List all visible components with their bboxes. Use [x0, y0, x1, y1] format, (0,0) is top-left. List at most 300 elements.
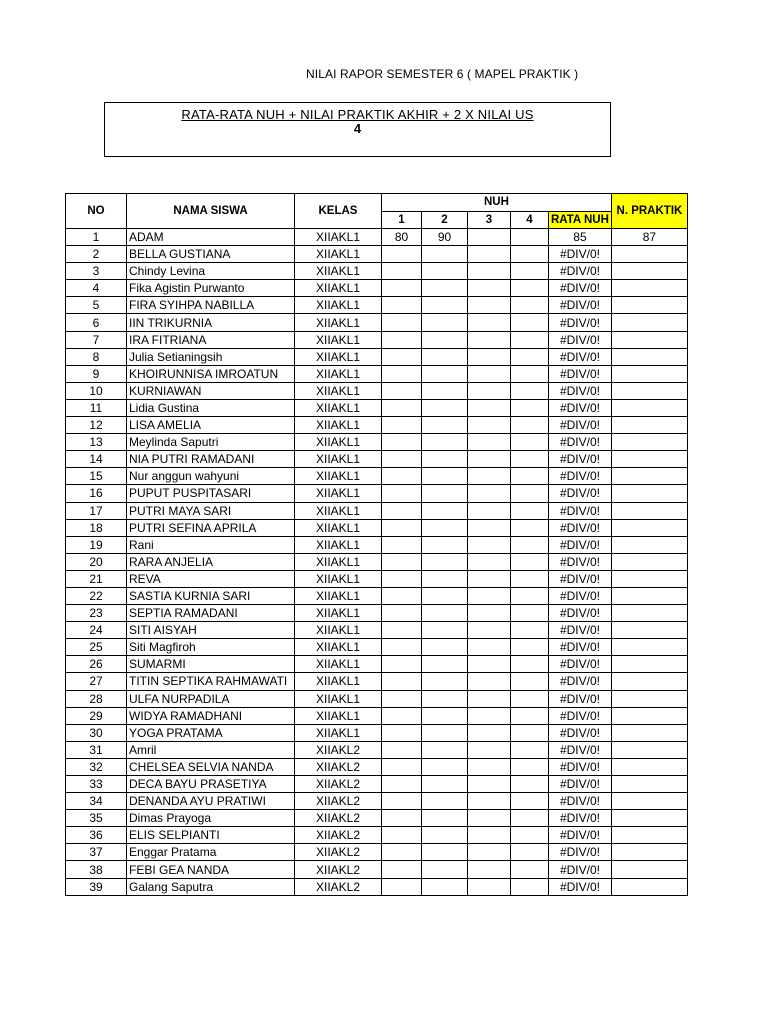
cell-no[interactable]: 23 — [66, 605, 127, 622]
cell-nama-siswa[interactable]: Galang Saputra — [127, 878, 295, 895]
cell-nuh-1[interactable] — [382, 570, 422, 587]
cell-nama-siswa[interactable]: Nur anggun wahyuni — [127, 468, 295, 485]
cell-no[interactable]: 28 — [66, 690, 127, 707]
cell-rata-nuh[interactable]: #DIV/0! — [549, 502, 612, 519]
cell-nuh-1[interactable] — [382, 280, 422, 297]
cell-nuh-2[interactable] — [422, 587, 468, 604]
cell-no[interactable]: 29 — [66, 707, 127, 724]
cell-nuh-4[interactable] — [511, 519, 549, 536]
cell-kelas[interactable]: XIIAKL2 — [295, 741, 382, 758]
cell-nama-siswa[interactable]: LISA AMELIA — [127, 417, 295, 434]
cell-no[interactable]: 22 — [66, 587, 127, 604]
cell-kelas[interactable]: XIIAKL2 — [295, 844, 382, 861]
cell-nuh-1[interactable]: 80 — [382, 229, 422, 246]
cell-nama-siswa[interactable]: SASTIA KURNIA SARI — [127, 587, 295, 604]
cell-nuh-2[interactable] — [422, 673, 468, 690]
cell-n-praktik[interactable] — [611, 365, 687, 382]
cell-rata-nuh[interactable]: #DIV/0! — [549, 331, 612, 348]
cell-n-praktik[interactable] — [611, 656, 687, 673]
cell-nuh-3[interactable] — [468, 365, 511, 382]
cell-no[interactable]: 13 — [66, 434, 127, 451]
cell-nama-siswa[interactable]: KURNIAWAN — [127, 382, 295, 399]
cell-rata-nuh[interactable]: #DIV/0! — [549, 878, 612, 895]
cell-nama-siswa[interactable]: PUPUT PUSPITASARI — [127, 485, 295, 502]
cell-nuh-1[interactable] — [382, 622, 422, 639]
cell-nuh-4[interactable] — [511, 673, 549, 690]
cell-nuh-3[interactable] — [468, 263, 511, 280]
cell-nuh-1[interactable] — [382, 382, 422, 399]
cell-no[interactable]: 6 — [66, 314, 127, 331]
cell-n-praktik[interactable] — [611, 690, 687, 707]
cell-nuh-3[interactable] — [468, 707, 511, 724]
cell-kelas[interactable]: XIIAKL1 — [295, 229, 382, 246]
cell-rata-nuh[interactable]: #DIV/0! — [549, 793, 612, 810]
cell-rata-nuh[interactable]: #DIV/0! — [549, 451, 612, 468]
cell-nuh-2[interactable] — [422, 365, 468, 382]
cell-nuh-1[interactable] — [382, 502, 422, 519]
cell-no[interactable]: 25 — [66, 639, 127, 656]
cell-nuh-3[interactable] — [468, 382, 511, 399]
cell-kelas[interactable]: XIIAKL1 — [295, 417, 382, 434]
cell-nuh-4[interactable] — [511, 297, 549, 314]
cell-rata-nuh[interactable]: #DIV/0! — [549, 399, 612, 416]
cell-no[interactable]: 12 — [66, 417, 127, 434]
cell-nuh-4[interactable] — [511, 844, 549, 861]
cell-no[interactable]: 39 — [66, 878, 127, 895]
cell-nuh-1[interactable] — [382, 690, 422, 707]
cell-nuh-2[interactable] — [422, 878, 468, 895]
cell-n-praktik[interactable] — [611, 314, 687, 331]
cell-nuh-2[interactable] — [422, 793, 468, 810]
cell-n-praktik[interactable] — [611, 348, 687, 365]
cell-nuh-2[interactable] — [422, 776, 468, 793]
cell-nuh-4[interactable] — [511, 468, 549, 485]
cell-nuh-2[interactable] — [422, 656, 468, 673]
cell-no[interactable]: 31 — [66, 741, 127, 758]
cell-rata-nuh[interactable]: #DIV/0! — [549, 297, 612, 314]
cell-rata-nuh[interactable]: #DIV/0! — [549, 519, 612, 536]
cell-rata-nuh[interactable]: #DIV/0! — [549, 724, 612, 741]
cell-nuh-2[interactable] — [422, 553, 468, 570]
cell-rata-nuh[interactable]: #DIV/0! — [549, 844, 612, 861]
cell-kelas[interactable]: XIIAKL1 — [295, 280, 382, 297]
cell-kelas[interactable]: XIIAKL1 — [295, 519, 382, 536]
cell-nuh-4[interactable] — [511, 587, 549, 604]
cell-nama-siswa[interactable]: BELLA GUSTIANA — [127, 246, 295, 263]
cell-nuh-3[interactable] — [468, 348, 511, 365]
cell-no[interactable]: 15 — [66, 468, 127, 485]
cell-rata-nuh[interactable]: #DIV/0! — [549, 605, 612, 622]
cell-nuh-3[interactable] — [468, 810, 511, 827]
cell-nuh-2[interactable] — [422, 314, 468, 331]
cell-nuh-1[interactable] — [382, 246, 422, 263]
cell-kelas[interactable]: XIIAKL1 — [295, 382, 382, 399]
cell-n-praktik[interactable] — [611, 519, 687, 536]
cell-nuh-2[interactable] — [422, 519, 468, 536]
cell-nuh-4[interactable] — [511, 758, 549, 775]
cell-nuh-2[interactable] — [422, 570, 468, 587]
cell-nama-siswa[interactable]: Julia Setianingsih — [127, 348, 295, 365]
cell-nuh-3[interactable] — [468, 434, 511, 451]
cell-n-praktik[interactable] — [611, 793, 687, 810]
cell-no[interactable]: 38 — [66, 861, 127, 878]
cell-rata-nuh[interactable]: #DIV/0! — [549, 861, 612, 878]
cell-kelas[interactable]: XIIAKL1 — [295, 673, 382, 690]
cell-nama-siswa[interactable]: NIA PUTRI RAMADANI — [127, 451, 295, 468]
cell-kelas[interactable]: XIIAKL1 — [295, 434, 382, 451]
cell-rata-nuh[interactable]: #DIV/0! — [549, 622, 612, 639]
cell-nuh-1[interactable] — [382, 707, 422, 724]
cell-n-praktik[interactable] — [611, 622, 687, 639]
cell-nuh-3[interactable] — [468, 690, 511, 707]
cell-nuh-2[interactable] — [422, 844, 468, 861]
cell-no[interactable]: 34 — [66, 793, 127, 810]
cell-kelas[interactable]: XIIAKL1 — [295, 570, 382, 587]
cell-n-praktik[interactable] — [611, 246, 687, 263]
cell-nuh-4[interactable] — [511, 365, 549, 382]
cell-kelas[interactable]: XIIAKL1 — [295, 451, 382, 468]
cell-nuh-1[interactable] — [382, 485, 422, 502]
cell-kelas[interactable]: XIIAKL1 — [295, 485, 382, 502]
cell-nuh-3[interactable] — [468, 570, 511, 587]
cell-nuh-2[interactable] — [422, 382, 468, 399]
cell-rata-nuh[interactable]: #DIV/0! — [549, 485, 612, 502]
cell-rata-nuh[interactable]: #DIV/0! — [549, 690, 612, 707]
cell-nama-siswa[interactable]: ADAM — [127, 229, 295, 246]
cell-no[interactable]: 17 — [66, 502, 127, 519]
cell-nuh-4[interactable] — [511, 280, 549, 297]
cell-nama-siswa[interactable]: KHOIRUNNISA IMROATUN — [127, 365, 295, 382]
cell-nuh-1[interactable] — [382, 673, 422, 690]
cell-kelas[interactable]: XIIAKL2 — [295, 827, 382, 844]
cell-nuh-2[interactable] — [422, 536, 468, 553]
cell-nama-siswa[interactable]: WIDYA RAMADHANI — [127, 707, 295, 724]
cell-nuh-2[interactable] — [422, 741, 468, 758]
cell-rata-nuh[interactable]: #DIV/0! — [549, 314, 612, 331]
cell-nama-siswa[interactable]: CHELSEA SELVIA NANDA — [127, 758, 295, 775]
cell-n-praktik[interactable] — [611, 468, 687, 485]
cell-nuh-4[interactable] — [511, 724, 549, 741]
cell-nuh-1[interactable] — [382, 365, 422, 382]
cell-nama-siswa[interactable]: DENANDA AYU PRATIWI — [127, 793, 295, 810]
cell-nuh-2[interactable] — [422, 417, 468, 434]
cell-n-praktik[interactable] — [611, 434, 687, 451]
cell-rata-nuh[interactable]: #DIV/0! — [549, 348, 612, 365]
cell-no[interactable]: 21 — [66, 570, 127, 587]
cell-nuh-4[interactable] — [511, 502, 549, 519]
cell-nama-siswa[interactable]: REVA — [127, 570, 295, 587]
cell-nuh-4[interactable] — [511, 605, 549, 622]
cell-nuh-1[interactable] — [382, 827, 422, 844]
cell-rata-nuh[interactable]: #DIV/0! — [549, 553, 612, 570]
cell-nuh-2[interactable] — [422, 451, 468, 468]
cell-n-praktik[interactable] — [611, 570, 687, 587]
cell-kelas[interactable]: XIIAKL1 — [295, 399, 382, 416]
cell-nuh-1[interactable] — [382, 399, 422, 416]
cell-rata-nuh[interactable]: #DIV/0! — [549, 246, 612, 263]
cell-nuh-4[interactable] — [511, 553, 549, 570]
cell-nuh-3[interactable] — [468, 297, 511, 314]
cell-nuh-3[interactable] — [468, 844, 511, 861]
cell-nuh-3[interactable] — [468, 229, 511, 246]
cell-rata-nuh[interactable]: #DIV/0! — [549, 776, 612, 793]
cell-nama-siswa[interactable]: SUMARMI — [127, 656, 295, 673]
cell-no[interactable]: 19 — [66, 536, 127, 553]
cell-n-praktik[interactable] — [611, 861, 687, 878]
cell-nuh-1[interactable] — [382, 605, 422, 622]
cell-nuh-1[interactable] — [382, 519, 422, 536]
cell-nuh-3[interactable] — [468, 656, 511, 673]
cell-nuh-4[interactable] — [511, 331, 549, 348]
cell-nama-siswa[interactable]: DECA BAYU PRASETIYA — [127, 776, 295, 793]
cell-nuh-3[interactable] — [468, 758, 511, 775]
cell-nuh-4[interactable] — [511, 229, 549, 246]
cell-nuh-3[interactable] — [468, 485, 511, 502]
cell-no[interactable]: 18 — [66, 519, 127, 536]
cell-nuh-4[interactable] — [511, 741, 549, 758]
cell-nuh-1[interactable] — [382, 656, 422, 673]
cell-rata-nuh[interactable]: #DIV/0! — [549, 468, 612, 485]
cell-nuh-1[interactable] — [382, 314, 422, 331]
cell-kelas[interactable]: XIIAKL1 — [295, 553, 382, 570]
cell-rata-nuh[interactable]: #DIV/0! — [549, 536, 612, 553]
cell-no[interactable]: 35 — [66, 810, 127, 827]
cell-nuh-1[interactable] — [382, 776, 422, 793]
cell-kelas[interactable]: XIIAKL2 — [295, 758, 382, 775]
cell-nuh-2[interactable] — [422, 724, 468, 741]
cell-n-praktik[interactable] — [611, 297, 687, 314]
cell-nuh-4[interactable] — [511, 810, 549, 827]
cell-nama-siswa[interactable]: RARA ANJELIA — [127, 553, 295, 570]
cell-nuh-3[interactable] — [468, 280, 511, 297]
cell-nuh-3[interactable] — [468, 553, 511, 570]
cell-nuh-2[interactable] — [422, 605, 468, 622]
cell-nuh-2[interactable] — [422, 399, 468, 416]
cell-rata-nuh[interactable]: #DIV/0! — [549, 280, 612, 297]
cell-nuh-3[interactable] — [468, 776, 511, 793]
cell-nama-siswa[interactable]: ULFA NURPADILA — [127, 690, 295, 707]
cell-nuh-3[interactable] — [468, 605, 511, 622]
cell-n-praktik[interactable] — [611, 707, 687, 724]
cell-nuh-2[interactable] — [422, 502, 468, 519]
cell-nuh-1[interactable] — [382, 639, 422, 656]
cell-no[interactable]: 16 — [66, 485, 127, 502]
cell-kelas[interactable]: XIIAKL2 — [295, 810, 382, 827]
cell-kelas[interactable]: XIIAKL1 — [295, 365, 382, 382]
cell-nuh-3[interactable] — [468, 793, 511, 810]
cell-nuh-2[interactable] — [422, 827, 468, 844]
cell-nuh-1[interactable] — [382, 810, 422, 827]
cell-kelas[interactable]: XIIAKL1 — [295, 246, 382, 263]
cell-nuh-3[interactable] — [468, 861, 511, 878]
cell-no[interactable]: 32 — [66, 758, 127, 775]
cell-kelas[interactable]: XIIAKL2 — [295, 861, 382, 878]
cell-nuh-1[interactable] — [382, 758, 422, 775]
cell-rata-nuh[interactable]: #DIV/0! — [549, 570, 612, 587]
cell-nuh-4[interactable] — [511, 878, 549, 895]
cell-nuh-4[interactable] — [511, 536, 549, 553]
cell-no[interactable]: 30 — [66, 724, 127, 741]
cell-nuh-2[interactable]: 90 — [422, 229, 468, 246]
cell-nuh-4[interactable] — [511, 399, 549, 416]
cell-n-praktik[interactable] — [611, 741, 687, 758]
cell-nama-siswa[interactable]: IRA FITRIANA — [127, 331, 295, 348]
cell-no[interactable]: 36 — [66, 827, 127, 844]
cell-nuh-4[interactable] — [511, 656, 549, 673]
cell-nama-siswa[interactable]: PUTRI SEFINA APRILA — [127, 519, 295, 536]
cell-nuh-1[interactable] — [382, 844, 422, 861]
cell-nama-siswa[interactable]: ELIS SELPIANTI — [127, 827, 295, 844]
cell-no[interactable]: 8 — [66, 348, 127, 365]
cell-n-praktik[interactable] — [611, 331, 687, 348]
cell-nama-siswa[interactable]: Lidia Gustina — [127, 399, 295, 416]
cell-n-praktik[interactable] — [611, 810, 687, 827]
cell-nuh-4[interactable] — [511, 793, 549, 810]
cell-nuh-3[interactable] — [468, 451, 511, 468]
cell-nama-siswa[interactable]: IIN TRIKURNIA — [127, 314, 295, 331]
cell-nuh-1[interactable] — [382, 263, 422, 280]
cell-n-praktik[interactable] — [611, 263, 687, 280]
cell-n-praktik[interactable] — [611, 844, 687, 861]
cell-rata-nuh[interactable]: #DIV/0! — [549, 810, 612, 827]
cell-n-praktik[interactable] — [611, 878, 687, 895]
cell-nuh-3[interactable] — [468, 639, 511, 656]
cell-kelas[interactable]: XIIAKL1 — [295, 468, 382, 485]
cell-no[interactable]: 11 — [66, 399, 127, 416]
cell-nuh-4[interactable] — [511, 570, 549, 587]
cell-kelas[interactable]: XIIAKL1 — [295, 314, 382, 331]
cell-rata-nuh[interactable]: #DIV/0! — [549, 827, 612, 844]
cell-n-praktik[interactable] — [611, 280, 687, 297]
cell-kelas[interactable]: XIIAKL1 — [295, 331, 382, 348]
cell-nuh-4[interactable] — [511, 382, 549, 399]
cell-no[interactable]: 33 — [66, 776, 127, 793]
cell-nama-siswa[interactable]: Amril — [127, 741, 295, 758]
cell-kelas[interactable]: XIIAKL1 — [295, 724, 382, 741]
cell-nuh-1[interactable] — [382, 793, 422, 810]
cell-kelas[interactable]: XIIAKL1 — [295, 690, 382, 707]
cell-n-praktik[interactable] — [611, 382, 687, 399]
cell-rata-nuh[interactable]: #DIV/0! — [549, 365, 612, 382]
cell-nuh-3[interactable] — [468, 827, 511, 844]
cell-no[interactable]: 3 — [66, 263, 127, 280]
cell-nuh-4[interactable] — [511, 246, 549, 263]
cell-kelas[interactable]: XIIAKL1 — [295, 297, 382, 314]
cell-no[interactable]: 2 — [66, 246, 127, 263]
cell-nama-siswa[interactable]: PUTRI MAYA SARI — [127, 502, 295, 519]
cell-rata-nuh[interactable]: #DIV/0! — [549, 263, 612, 280]
cell-nama-siswa[interactable]: SEPTIA RAMADANI — [127, 605, 295, 622]
cell-n-praktik[interactable] — [611, 758, 687, 775]
cell-nuh-4[interactable] — [511, 451, 549, 468]
cell-nama-siswa[interactable]: SITI AISYAH — [127, 622, 295, 639]
cell-nuh-4[interactable] — [511, 827, 549, 844]
cell-nuh-2[interactable] — [422, 297, 468, 314]
cell-kelas[interactable]: XIIAKL1 — [295, 263, 382, 280]
cell-nuh-1[interactable] — [382, 536, 422, 553]
cell-rata-nuh[interactable]: #DIV/0! — [549, 587, 612, 604]
cell-n-praktik[interactable] — [611, 536, 687, 553]
cell-no[interactable]: 26 — [66, 656, 127, 673]
cell-nuh-1[interactable] — [382, 451, 422, 468]
cell-nuh-2[interactable] — [422, 810, 468, 827]
cell-nama-siswa[interactable]: Enggar Pratama — [127, 844, 295, 861]
cell-kelas[interactable]: XIIAKL1 — [295, 605, 382, 622]
cell-rata-nuh[interactable]: #DIV/0! — [549, 417, 612, 434]
cell-no[interactable]: 9 — [66, 365, 127, 382]
cell-nuh-3[interactable] — [468, 724, 511, 741]
cell-nuh-3[interactable] — [468, 468, 511, 485]
cell-nuh-3[interactable] — [468, 587, 511, 604]
cell-nama-siswa[interactable]: Fika Agistin Purwanto — [127, 280, 295, 297]
cell-nuh-2[interactable] — [422, 690, 468, 707]
cell-nuh-1[interactable] — [382, 553, 422, 570]
cell-n-praktik[interactable] — [611, 827, 687, 844]
cell-nuh-2[interactable] — [422, 639, 468, 656]
cell-nuh-1[interactable] — [382, 861, 422, 878]
cell-kelas[interactable]: XIIAKL1 — [295, 622, 382, 639]
cell-nuh-1[interactable] — [382, 434, 422, 451]
cell-nuh-1[interactable] — [382, 741, 422, 758]
cell-kelas[interactable]: XIIAKL1 — [295, 502, 382, 519]
cell-nama-siswa[interactable]: FIRA SYIHPA NABILLA — [127, 297, 295, 314]
cell-no[interactable]: 27 — [66, 673, 127, 690]
cell-n-praktik[interactable] — [611, 485, 687, 502]
cell-n-praktik[interactable] — [611, 605, 687, 622]
cell-nama-siswa[interactable]: Meylinda Saputri — [127, 434, 295, 451]
cell-nama-siswa[interactable]: Dimas Prayoga — [127, 810, 295, 827]
cell-nuh-3[interactable] — [468, 331, 511, 348]
cell-nuh-1[interactable] — [382, 417, 422, 434]
cell-n-praktik[interactable] — [611, 587, 687, 604]
cell-kelas[interactable]: XIIAKL1 — [295, 348, 382, 365]
cell-nuh-1[interactable] — [382, 297, 422, 314]
cell-kelas[interactable]: XIIAKL1 — [295, 536, 382, 553]
cell-rata-nuh[interactable]: #DIV/0! — [549, 382, 612, 399]
cell-nuh-3[interactable] — [468, 622, 511, 639]
cell-nuh-2[interactable] — [422, 468, 468, 485]
cell-nuh-2[interactable] — [422, 348, 468, 365]
cell-nuh-3[interactable] — [468, 536, 511, 553]
cell-nuh-4[interactable] — [511, 639, 549, 656]
cell-n-praktik[interactable] — [611, 724, 687, 741]
cell-nuh-2[interactable] — [422, 263, 468, 280]
cell-nuh-3[interactable] — [468, 673, 511, 690]
cell-nuh-3[interactable] — [468, 878, 511, 895]
cell-kelas[interactable]: XIIAKL1 — [295, 587, 382, 604]
cell-no[interactable]: 37 — [66, 844, 127, 861]
cell-nuh-4[interactable] — [511, 776, 549, 793]
cell-nuh-2[interactable] — [422, 485, 468, 502]
cell-kelas[interactable]: XIIAKL1 — [295, 639, 382, 656]
cell-nama-siswa[interactable]: YOGA PRATAMA — [127, 724, 295, 741]
cell-nuh-3[interactable] — [468, 502, 511, 519]
cell-kelas[interactable]: XIIAKL2 — [295, 878, 382, 895]
cell-nuh-4[interactable] — [511, 707, 549, 724]
cell-nama-siswa[interactable]: TITIN SEPTIKA RAHMAWATI — [127, 673, 295, 690]
cell-rata-nuh[interactable]: #DIV/0! — [549, 741, 612, 758]
cell-no[interactable]: 10 — [66, 382, 127, 399]
cell-rata-nuh[interactable]: #DIV/0! — [549, 434, 612, 451]
cell-kelas[interactable]: XIIAKL2 — [295, 776, 382, 793]
cell-kelas[interactable]: XIIAKL1 — [295, 656, 382, 673]
cell-nuh-4[interactable] — [511, 314, 549, 331]
cell-nuh-4[interactable] — [511, 348, 549, 365]
cell-nama-siswa[interactable]: Chindy Levina — [127, 263, 295, 280]
cell-rata-nuh[interactable]: 85 — [549, 229, 612, 246]
cell-nuh-2[interactable] — [422, 280, 468, 297]
cell-n-praktik[interactable] — [611, 553, 687, 570]
